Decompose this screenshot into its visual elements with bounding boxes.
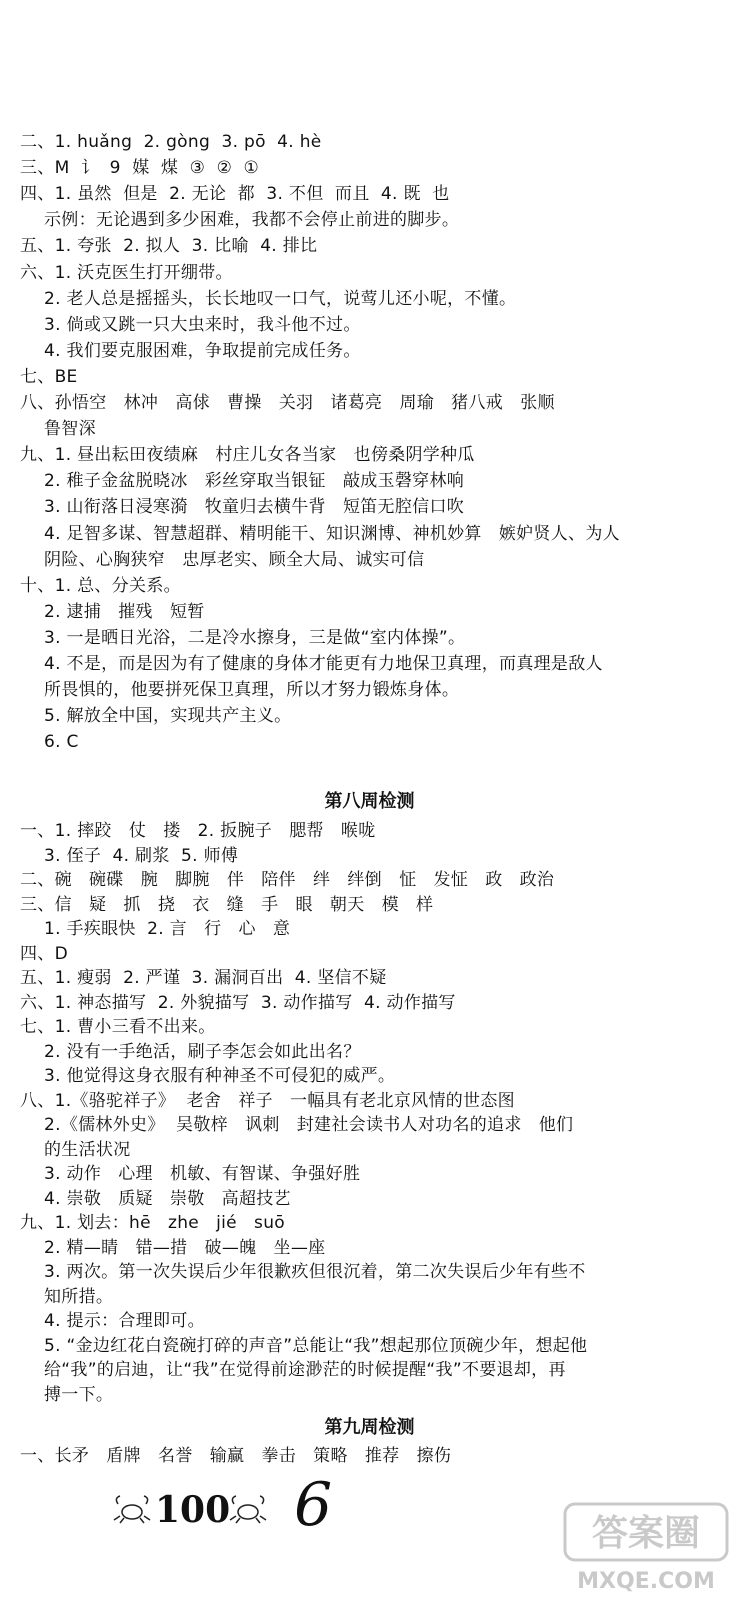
section-heading-week9: 第九周检测 [324,1417,415,1438]
watermark-title: 答案圈 [591,1513,701,1554]
answer-line: 三、M 讠 9 媒 煤 ③ ② ① [20,158,260,179]
answer-line: 5. 解放全中国，实现共产主义。 [44,706,292,727]
answer-line: 八、1.《骆驼祥子》 老舍 祥子 一幅具有老北京风情的世态图 [20,1090,515,1111]
answer-line: 2. 没有一手绝活，刷子李怎会如此出名？ [44,1041,361,1062]
answer-line: 三、信 疑 抓 挠 衣 缝 手 眼 朝天 模 样 [20,894,434,915]
answer-line: 3. 动作 心理 机敏、有智谋、争强好胜 [44,1164,361,1184]
answer-line: 五、1. 瘦弱 2. 严谨 3. 漏洞百出 4. 坚信不疑 [20,968,387,988]
watermark-url: MXQE.COM [577,1569,715,1594]
answer-line: 4. 崇敬 质疑 崇敬 高超技艺 [44,1188,291,1209]
answer-line: 2. 逮捕 摧残 短暂 [44,601,205,622]
answer-line: 5. “金边红花白瓷碗打碎的声音”总能让“我”想起那位顶碗少年，想起他 [44,1335,588,1356]
decorative-crab-icon [112,1494,152,1524]
answer-line: 2. 精—睛 错—措 破—魄 坐—座 [44,1237,326,1258]
answer-line: 五、1. 夸张 2. 拟人 3. 比喻 4. 排比 [20,236,318,257]
answer-line: 四、1. 虽然 但是 2. 无论 都 3. 不但 而且 4. 既 也 [20,184,450,205]
section-heading-week8: 第八周检测 [324,791,415,812]
answer-line: 2. 稚子金盆脱晓冰 彩丝穿取当银钲 敲成玉磬穿林响 [44,471,465,492]
answer-line: 3. 山衔落日浸寒漪 牧童归去横牛背 短笛无腔信口吹 [44,497,465,518]
answer-line: 一、1. 摔跤 仗 搂 2. 扳腕子 腮帮 喉咙 [20,821,376,841]
answer-line: 所畏惧的，他要拼死保卫真理，所以才努力锻炼身体。 [44,680,460,701]
answer-line: 3. 侄子 4. 刷浆 5. 师傅 [44,845,239,866]
answer-line: 4. 不是，而是因为有了健康的身体才能更有力地保卫真理，而真理是敌人 [44,654,603,674]
answer-line: 七、1. 曹小三看不出来。 [20,1017,216,1037]
answer-line: 二、1. huǎng 2. gòng 3. pō 4. hè [20,132,322,152]
answer-line: 3. 倘或又跳一只大虫来时，我斗他不过。 [44,314,361,335]
answer-line: 八、孙悟空 林冲 高俅 曹操 关羽 诸葛亮 周瑜 猪八戒 张顺 [20,393,555,413]
answer-line: 3. 一是晒日光浴，二是冷水擦身，三是做“室内体操”。 [44,627,466,648]
answer-line: 2. 老人总是摇摇头，长长地叹一口气，说莺儿还小呢，不懂。 [44,288,517,309]
answer-line: 3. 他觉得这身衣服有种神圣不可侵犯的威严。 [44,1066,396,1086]
answer-line: 3. 两次。第一次失误后少年很歉疚但很沉着，第二次失误后少年有些不 [44,1262,586,1282]
answer-line: 1. 手疾眼快 2. 言 行 心 意 [44,919,291,939]
answer-line: 七、BE [20,366,78,387]
answer-line: 六、1. 神态描写 2. 外貌描写 3. 动作描写 4. 动作描写 [20,992,456,1013]
handwritten-mark: 6 [294,1470,333,1540]
answer-line: 4. 足智多谋、智慧超群、精明能干、知识渊博、神机妙算 嫉妒贤人、为人 [44,523,620,544]
answer-line: 二、碗 碗碟 腕 脚腕 伴 陪伴 绊 绊倒 怔 发怔 政 政治 [20,870,555,890]
page-number: 100 [155,1489,231,1531]
answer-line: 鲁智深 [44,419,96,440]
watermark-logo [561,1500,731,1595]
answer-line: 六、1. 沃克医生打开绷带。 [20,262,233,283]
answer-line: 十、1. 总、分关系。 [20,575,181,596]
answer-line: 6. C [44,732,79,753]
answer-line: 搏一下。 [44,1384,114,1405]
answer-line: 知所措。 [44,1286,114,1307]
answer-line: 九、1. 划去：hē zhe jié suō [20,1213,285,1233]
answer-line: 四、D [20,943,68,964]
answer-line-week9-1: 一、长矛 盾牌 名誉 输赢 拳击 策略 推荐 擦伤 [20,1446,452,1466]
answer-line: 示例：无论遇到多少困难，我都不会停止前进的脚步。 [44,210,460,231]
answer-line: 2.《儒林外史》 吴敬梓 讽刺 封建社会读书人对功名的追求 他们 [44,1115,574,1135]
answer-line: 4. 提示：合理即可。 [44,1311,205,1331]
answer-line: 给“我”的启迪，让“我”在觉得前途渺茫的时候提醒“我”不要退却，再 [44,1360,566,1380]
answer-line: 九、1. 昼出耘田夜绩麻 村庄儿女各当家 也傍桑阴学种瓜 [20,445,475,466]
answer-line: 阴险、心胸狭窄 忠厚老实、顾全大局、诚实可信 [44,549,425,570]
decorative-crab-icon [228,1494,268,1524]
answer-line: 的生活状况 [44,1139,131,1160]
answer-line: 4. 我们要克服困难，争取提前完成任务。 [44,340,361,361]
